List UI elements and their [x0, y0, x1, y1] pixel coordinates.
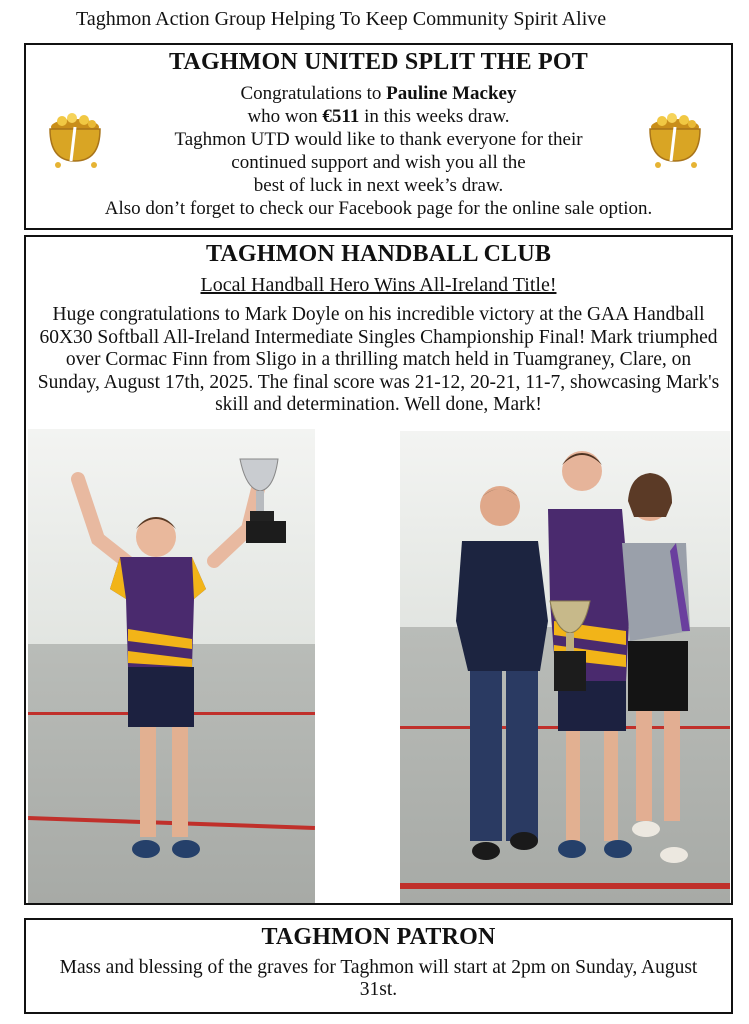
patron-text: Mass and blessing of the graves for Taghmon will start at 2pm on Sunday, August 31st.: [59, 957, 698, 1000]
handball-subtitle: Local Handball Hero Wins All-Ireland Title!: [200, 274, 557, 296]
page-header: Taghmon Action Group Helping To Keep Community Spirit Alive: [76, 8, 607, 30]
player-figure: [28, 429, 315, 903]
winner-name: Pauline Mackey: [386, 83, 517, 104]
pot-line-2-prefix: who won: [247, 106, 323, 127]
pot-line-2-suffix: in this weeks draw.: [359, 106, 510, 127]
player-trophy-photo: [28, 429, 315, 903]
pot-line-1: [26, 82, 731, 105]
group-figures: [400, 431, 730, 903]
pot-of-gold-icon: [38, 99, 112, 173]
pot-line-3: Taghmon UTD would like to thank everyone for their: [174, 129, 583, 150]
pot-line-4: continued support and wish you all the: [231, 152, 526, 173]
pot-line-2: [26, 105, 731, 128]
split-the-pot-box: [24, 43, 733, 230]
handball-club-box: [24, 235, 733, 905]
handball-title: TAGHMON HANDBALL CLUB: [205, 241, 552, 267]
handball-paragraph: Huge congratulations to Mark Doyle on his incredible victory at the GAA Handball 60X30 Softball All-Ireland Intermediate Singles Championship Final! Mark triumphed over Cormac Finn from Sligo in a thrilling match held in Tuamgraney, Clare, on Sunday, August 17th, 2025. The final score was 21-12, 20-21, 11-7, showcasing Mark's skill and determination. Well done, Mark!: [37, 304, 720, 415]
group-trophy-photo: [400, 431, 730, 903]
pot-title: TAGHMON UNITED SPLIT THE POT: [168, 49, 588, 75]
pot-body: [26, 82, 731, 220]
prize-amount: €511: [322, 106, 360, 127]
pot-of-gold-icon: [638, 99, 712, 173]
pot-line-6: Also don’t forget to check our Facebook page for the online sale option.: [104, 198, 653, 219]
pot-line-5: best of luck in next week’s draw.: [253, 175, 504, 196]
trophy-icon: [240, 459, 286, 543]
patron-box: [24, 918, 733, 1014]
pot-line-1-prefix: Congratulations to: [240, 83, 387, 104]
patron-title: TAGHMON PATRON: [261, 924, 496, 950]
